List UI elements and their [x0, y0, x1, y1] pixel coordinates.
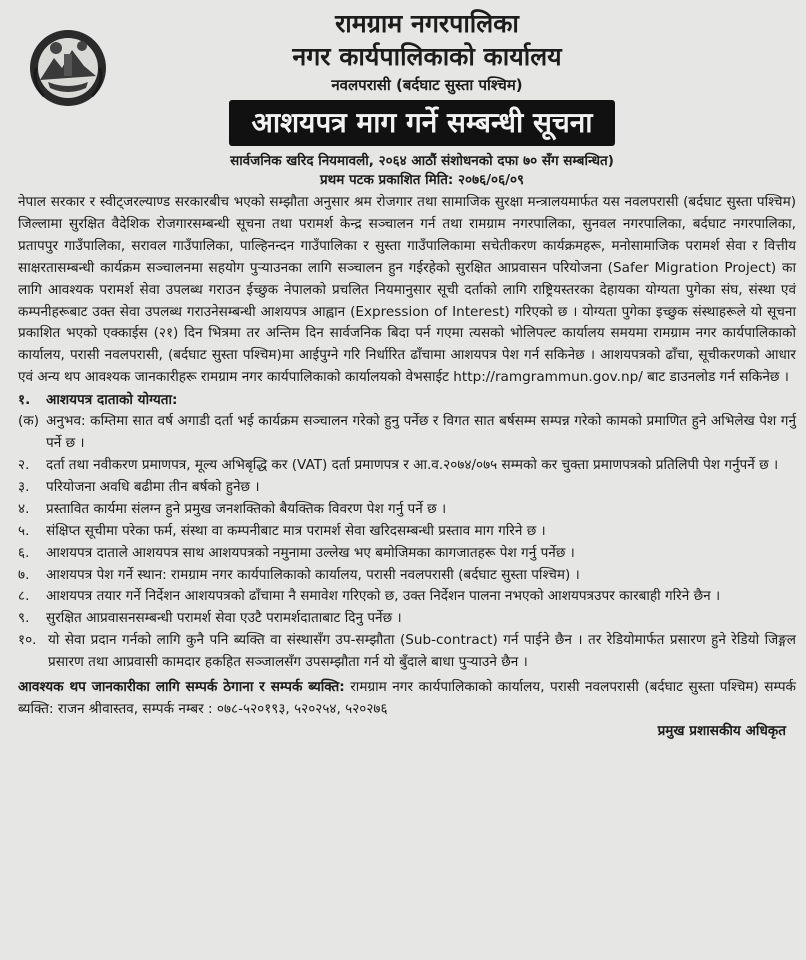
contact-label: आवश्यक थप जानकारीका लागि सम्पर्क ठेगाना र सम्पर्क ब्यक्ति: [18, 679, 345, 696]
contact-text: रामग्राम नगर कार्यपालिकाको कार्यालय, परासी नवलपरासी (बर्दघाट सुस्ता पश्चिम) सम्पर्क ब्यक्ति: राजन श्रीवास्तव, सम्पर्क नम्बर : ०७८-५२०१९३, ५२०२५४, ५२०२७६ [18, 679, 796, 718]
list-item [18, 608, 796, 630]
item-text: संक्षिप्त सूचीमा परेका फर्म, संस्था वा कम्पनीबाट मात्र परामर्श सेवा खरिदसम्बन्धी प्रस्ताव माग गरिने छ । [46, 522, 546, 539]
list-item [18, 630, 796, 674]
nepal-government-emblem-icon [26, 24, 110, 108]
notice-body-paragraph: नेपाल सरकार र स्वीट्जरल्याण्ड सरकारबीच भएको सम्झौता अनुसार श्रम रोजगार तथा सामाजिक सुरक्षा मन्त्रालयमार्फत यस नवलपरासी (बर्दघाट सुस्ता पश्चिम) जिल्लामा सुरक्षित वैदेशिक रोजगारसम्बन्धी सूचना तथा परामर्श केन्द्र सञ्चालन गर्न तथा रामग्राम नगरपालिका, सुनवल नगरपालिका, बर्दघाट नगरपालिका, प्रतापपुर गाउँपालिका, सरावल गाउँपालिका, पाल्हिनन्दन गाउँपालिका र सुस्ता गाउँपालिकामा सचेतीकरण कार्यक्रमहरू, मनोसामाजिक परामर्श सेवा र वित्तीय साक्षरतासम्बन्धी कार्यक्रम सञ्चालनमा सहयोग पुर्‍याउनका लागि सञ्चालन हुन गईरहेको सुरक्षित आप्रवासन परियोजना (Safer Migration Project) का लागि आवश्यक परामर्श सेवा उपलब्ध गराउन ईच्छुक नेपालको प्रचलित नियमानुसार सूची दर्ताको लागि राष्ट्रियस्तरका देहायका योग्यता पुगेका संघ, संस्था एवं कम्पनीहरूबाट उक्त सेवा उपलब्ध गराउनेसम्बन्धी आशयपत्र आह्वान (Expression of Interest) गरिएको छ । योग्यता पुगेका इच्छुक संस्थाहरूले यो सूचना प्रकाशित भएको एक्काईस (२१) दिन भित्रमा तर अन्तिम दिन सार्वजनिक बिदा पर्न गएमा त्यसको भोलिपल्ट कार्यालय समयमा रामग्राम नगर कार्यपालिकाको कार्यालय, परासी नवलपरासी, (बर्दघाट सुस्ता पश्चिम)मा आईपुग्ने गरि निर्धारित ढाँचामा आशयपत्र पेश गर्न सकिनेछ । आशयपत्रको ढाँचा, सूचीकरणको आधार एवं अन्य थप आवश्यक जानकारीहरू रामग्राम नगर कार्यपालिकाको कार्यालयको वेभसाईट http://ramgrammun.gov.np/ बाट डाउनलोड गर्न सकिनेछ । [18, 194, 796, 386]
section-qualification-heading [18, 389, 796, 411]
list-item [18, 455, 796, 477]
item-number: ९. [18, 610, 30, 627]
qualification-list [18, 411, 796, 674]
item-text: आशयपत्र तयार गर्ने निर्देशन आशयपत्रको ढाँचामा नै समावेश गरिएको छ, उक्त निर्देशन पालना नभएको आशयपत्रउपर कारबाही गरिने छैन । [46, 588, 721, 605]
section-heading: आशयपत्र दाताको योग्यता: [46, 392, 178, 409]
item-text: आशयपत्र दाताले आशयपत्र साथ आशयपत्रको नमुनामा उल्लेख भए बमोजिमका कागजातहरू पेश गर्नु पर्नेछ । [46, 544, 575, 561]
published-date: प्रथम पटक प्रकाशित मिति: २०७६/०६/०९ [319, 172, 525, 188]
item-number: ३. [18, 478, 30, 495]
item-number: २. [18, 456, 30, 473]
section-number: १. [18, 392, 31, 409]
office-address: नवलपरासी (बर्दघाट सुस्ता पश्चिम) [331, 76, 523, 94]
office-name: नगर कार्यपालिकाको कार्यालय [292, 42, 562, 71]
notice-header [58, 0, 796, 96]
contact-info [18, 676, 796, 720]
list-item [18, 499, 796, 521]
item-text: आशयपत्र पेश गर्ने स्थान: रामग्राम नगर कार्यपालिकाको कार्यालय, परासी नवलपरासी (बर्दघाट सुस्ता पश्चिम) । [46, 566, 580, 583]
item-number: १०. [18, 632, 37, 649]
signature-title: प्रमुख प्रशासकीय अधिकृत [657, 723, 786, 740]
item-text: यो सेवा प्रदान गर्नको लागि कुनै पनि ब्यक्ति वा संस्थासँग उप-सम्झौता (Sub-contract) गर्न पाईने छैन । तर रेडियोमार्फत प्रसारण हुने रेडियो जिङ्गल प्रसारण तथा आप्रवासी कामदार हकहित सञ्जालसँग उपसम्झौता गर्न यो बुँदाले बाधा पुर्‍याउने छैन । [48, 632, 796, 671]
list-item [18, 521, 796, 543]
list-item [18, 477, 796, 499]
org-name: रामग्राम नगरपालिका [335, 9, 519, 38]
list-item [18, 411, 796, 455]
item-number: ८. [18, 588, 30, 605]
notice-title: आशयपत्र माग गर्ने सम्बन्धी सूचना [229, 100, 614, 146]
list-item [18, 543, 796, 565]
item-number: ६. [18, 544, 30, 561]
item-number: ४. [18, 500, 30, 517]
item-text: अनुभव: कम्तिमा सात वर्ष अगाडी दर्ता भई कार्यक्रम सञ्चालन गरेको हुनु पर्नेछ र विगत सात बर्षसम्म सम्पन्न गरेको कामको प्रमाणित हुने अभिलेख पेश गर्नु पर्ने छ । [46, 413, 796, 452]
item-text: परियोजना अवधि बढीमा तीन बर्षको हुनेछ । [46, 478, 260, 495]
item-number: ५. [18, 522, 30, 539]
item-text: प्रस्तावित कार्यमा संलग्न हुने प्रमुख जनशक्तिको बैयक्तिक विवरण पेश गर्नु पर्ने छ । [46, 500, 447, 517]
item-number: (क) [18, 413, 40, 430]
list-item [18, 586, 796, 608]
item-text: दर्ता तथा नवीकरण प्रमाणपत्र, मूल्य अभिबृद्धि कर (VAT) दर्ता प्रमाणपत्र र आ.व.२०७४/०७५ सम्मको कर चुक्ता प्रमाणपत्रको प्रतिलिपी पेश गर्नुपर्ने छ । [46, 456, 779, 473]
item-text: सुरक्षित आप्रवासनसम्बन्धी परामर्श सेवा एउटै परामर्शदाताबाट दिनु पर्नेछ । [46, 610, 402, 627]
list-item [18, 565, 796, 587]
regulation-reference: सार्वजनिक खरिद नियमावली, २०६४ आठौं संशोधनको दफा ७० सँग सम्बन्धित) [230, 153, 614, 169]
item-number: ७. [18, 566, 30, 583]
